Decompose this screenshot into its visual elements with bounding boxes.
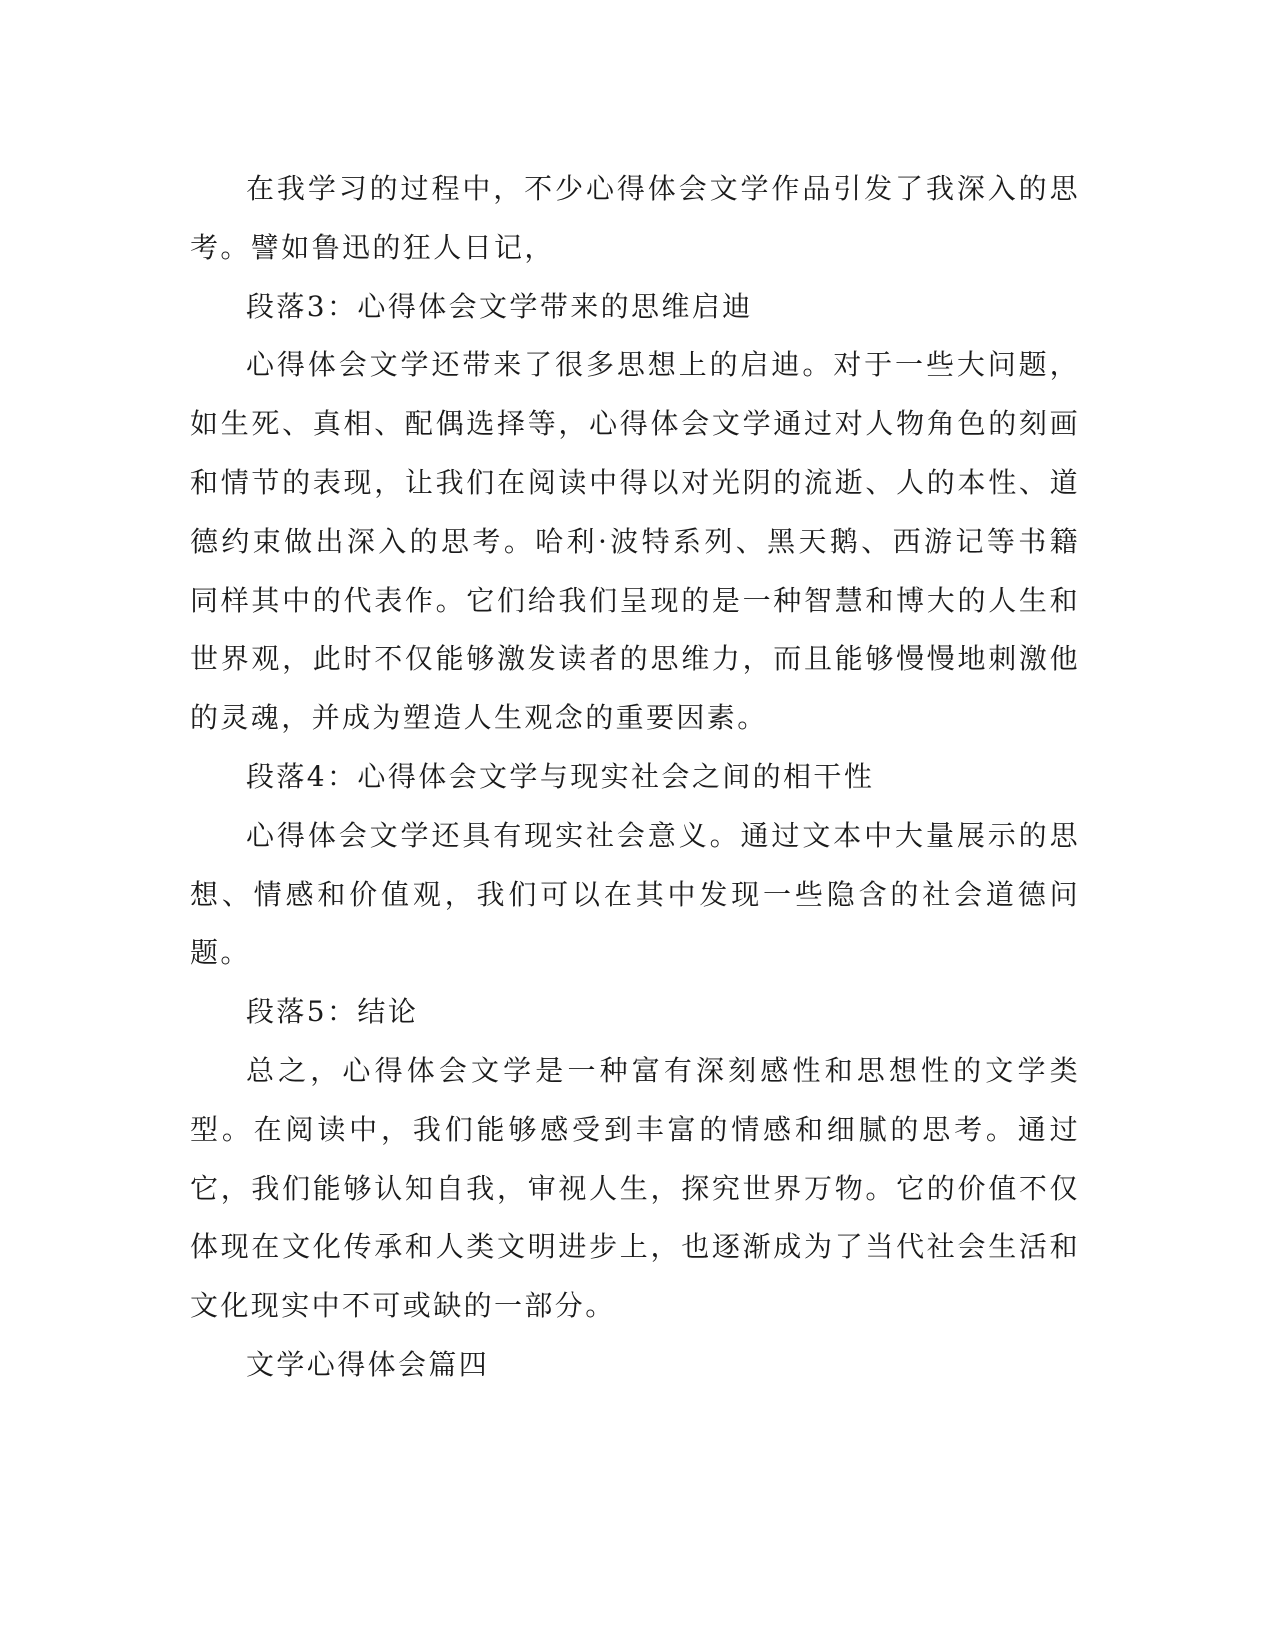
paragraph-intro: 在我学习的过程中，不少心得体会文学作品引发了我深入的思考。譬如鲁迅的狂人日记， — [190, 172, 1080, 264]
paragraph-section-4: 心得体会文学还具有现实社会意义。通过文本中大量展示的思想、情感和价值观，我们可以在其中发现一些隐含的社会道德问题。 — [190, 818, 1080, 970]
section-heading-5: 段落5：结论 — [246, 995, 419, 1029]
section-heading-4: 段落4：心得体会文学与现实社会之间的相干性 — [246, 759, 875, 793]
chapter-title-4: 文学心得体会篇四 — [246, 1347, 490, 1381]
paragraph-section-5: 总之，心得体会文学是一种富有深刻感性和思想性的文学类型。在阅读中，我们能够感受到丰富的情感和细腻的思考。通过它，我们能够认知自我，审视人生，探究世界万物。它的价值不仅体现在文化传承和人类文明进步上，也逐渐成为了当代社会生活和文化现实中不可或缺的一部分。 — [190, 1053, 1080, 1323]
document-body — [190, 160, 1080, 1395]
section-heading-3: 段落3：心得体会文学带来的思维启迪 — [246, 289, 753, 323]
paragraph-section-3: 心得体会文学还带来了很多思想上的启迪。对于一些大问题，如生死、真相、配偶选择等，心得体会文学通过对人物角色的刻画和情节的表现，让我们在阅读中得以对光阴的流逝、人的本性、道德约束做出深入的思考。哈利·波特系列、黑天鹅、西游记等书籍同样其中的代表作。它们给我们呈现的是一种智慧和博大的人生和世界观，此时不仅能够激发读者的思维力，而且能够慢慢地刺激他的灵魂，并成为塑造人生观念的重要因素。 — [190, 348, 1080, 735]
